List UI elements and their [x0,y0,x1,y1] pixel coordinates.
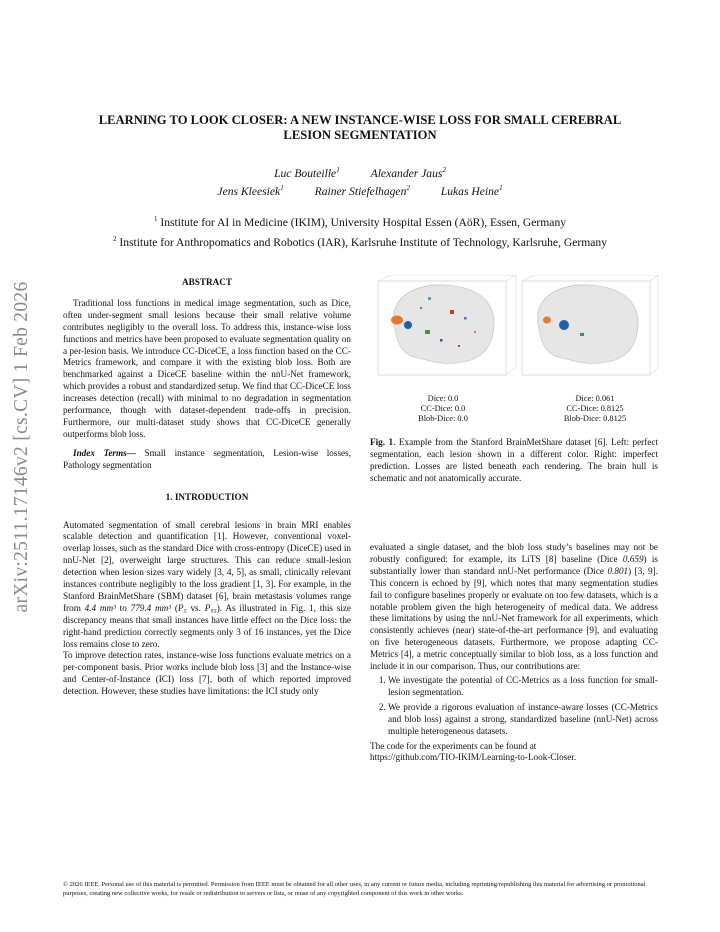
figure-1-caption: Fig. 1. Example from the Stanford BrainMetShare dataset [6]. Left: perfect segmentation, each lesion shown in a different color. Right: imperfect prediction. Losses are listed beneath each rendering. The brain hull is schematic and not anatomically accurate. [370,437,658,483]
dice-label: Dice: 0.061 [575,394,615,403]
list-item: 1. We investigate the potential of CC-Metrics as a loss function for small-lesion segmentation. [388,675,658,699]
author-affiliation-mark: 2 [406,183,410,192]
right-column [370,542,658,764]
paper-title [50,113,670,143]
affiliation-1: $^1$ Institute for AI in Medicine (IKIM), University Hospital Essen (AöR), Essen, Germany [153,215,567,229]
lesion-cyan [428,297,431,300]
author-name: Rainer Stiefelhagen [314,184,407,198]
lesion-red-small [458,345,460,347]
intro-paragraph-2: To improve detection rates, instance-wise loss functions evaluate metrics on a per-component basis. Prior works include blob loss [3] and the Instance-wise and Center-of-Instance (ICI) loss [7], both of which reported improved detection. However, these studies have limitations: the ICI study only [63,650,351,697]
figure-1-renderings [370,275,660,390]
blob-dice-label: Blob-Dice: 0.0 [418,413,468,423]
author-affiliation-mark: 2 [442,166,446,174]
lesion-orange [543,317,551,324]
copyright-notice: © 2026 IEEE. Personal use of this material is permitted. Permission from IEEE must be obtained for all other uses, in any current or future media, including reprinting/republishing this material for advertising or promotional purposes, creating new collective works, for resale or redistribution to servers or lists, or reuse of any copyrighted component of this work in other works. [63,881,646,897]
title-line-2: LESION SEGMENTATION [283,128,437,142]
lesion-blue [559,320,569,330]
author-affiliation-mark: 1 [336,166,340,174]
lesion-green [580,333,584,336]
affiliations [40,211,680,251]
affiliation-2: $^2$ Institute for Anthropomatics and Robotics (IAR), Karlsruhe Institute of Technology, Karlsruhe, Germany [112,234,608,249]
right-rendering [522,275,658,375]
left-metrics [378,394,508,423]
title-line-1: LEARNING TO LOOK CLOSER: A NEW INSTANCE-WISE LOSS FOR SMALL CEREBRAL [98,113,622,127]
lesion-blue-small [440,339,443,342]
lesion-green [425,330,430,334]
lesion-red [450,310,454,314]
author-list [60,163,660,199]
intro-paragraph-1: Automated segmentation of small cerebral lesions in brain MRI enables scalable detection and quantification [1]. However, conventional voxel-overlap losses, such as the standard Dice with cross-entropy (DiceCE) used in nnU-Net [2], overweight large structures. This can reduce small-lesion detection when lesion sizes vary widely [3, 4, 5], as small, clinically relevant instances contribute negligibly to the loss gradient [1, 3]. For example, in the Stanford BrainMetShare (SBM) dataset [6], brain metastasis volumes range from 4.4 mm³ to 779.4 mm³ (P₅ vs. P₉₅). As illustrated in Fig. 1, this size discrepancy means that small instances have little effect on the Dice loss: the right-hand prediction correctly segments only 3 of 16 instances, yet the Dice loss remains close to zero. [63,519,352,649]
right-metrics [530,394,660,423]
lesion-orange-small [474,331,476,333]
code-availability: The code for the experiments can be found at https://github.com/TIO-IKIM/Learning-to-Look-Closer. [370,740,577,763]
arxiv-identifier: arXiv:2511.17146v2 [cs.CV] 1 Feb 2026 [11,281,32,613]
lesion-blue [404,321,412,329]
abstract-text: Traditional loss functions in medical image segmentation, such as Dice, often under-segment small lesions because their small relative volume contributes negligibly to the overall loss. To address this, instance-wise loss functions and metrics have been proposed to evaluate segmentation quality on a per-lesion basis. We introduce CC-DiceCE, a loss function based on the CC-Metrics framework, and compare it with the existing blob loss. Both are benchmarked against a DiceCE baseline within the nnU-Net framework, which provides a robust and standardized setup. We find that CC-DiceCE loss increases detection (recall) with minimal to no degradation in segmentation performance, though with dataset-dependent trade-offs in precision. Furthermore, our multi-dataset study shows that CC-DiceCE generally outperforms blob loss. [63,297,351,439]
abstract-heading: ABSTRACT [181,277,233,287]
brain-renderings [370,275,660,390]
code-link[interactable]: https://github.com/TIO-IKIM/Learning-to-Look-Closer. [370,752,577,763]
brain-hull [538,285,639,364]
left-column [63,277,351,698]
contributions-list [370,675,658,738]
introduction-heading: 1. INTRODUCTION [165,491,249,502]
author-affiliation-mark: 1 [280,183,284,192]
cc-dice-label: CC-Dice: 0.8125 [566,403,624,413]
author-name: Jens Kleesiek [217,184,281,198]
blob-dice-label: Blob-Dice: 0.8125 [563,413,627,423]
author-name: Luc Bouteille [274,166,337,180]
right-paragraph: evaluated a single dataset, and the blob loss study’s baselines may not be robustly configured: for example, its LiTS [8] baseline (Dice 0.659) is substantially lower than standard nnU-Net performance (Dice 0.801) [3, 9]. This concern is echoed by [9], which notes that many segmentation studies fail to configure baselines properly or evaluate on too few datasets, which is a notable problem given the high heterogeneity of medical data. We address these limitations by using the nnU-Net framework for all experiments, which consistently achieves (near) state-of-the-art performance [9], and evaluating on five heterogeneous datasets. Furthermore, we propose adapting CC-Metrics [4], a metric conceptually similar to blob loss, as a loss function and include it in our comparison. Thus, our contributions are: [370,542,658,672]
author-affiliation-mark: 1 [499,183,503,192]
index-terms: Index Terms— Small instance segmentation, Lesion-wise losses, Pathology segmentation [63,447,351,470]
cc-dice-label: CC-Dice: 0.0 [420,403,466,413]
author-name: Alexander Jaus [370,166,443,180]
author-name: Lukas Heine [440,184,500,198]
lesion-green-small [420,307,422,309]
left-rendering [378,275,516,375]
lesion-orange [391,316,403,325]
list-item: 2. We provide a rigorous evaluation of instance-aware losses (CC-Metrics and blob loss) against a strong, standardized baseline (nnU-Net) across multiple heterogeneous datasets. [388,702,658,738]
dice-label: Dice: 0.0 [427,394,459,403]
lesion-purple [464,317,467,320]
